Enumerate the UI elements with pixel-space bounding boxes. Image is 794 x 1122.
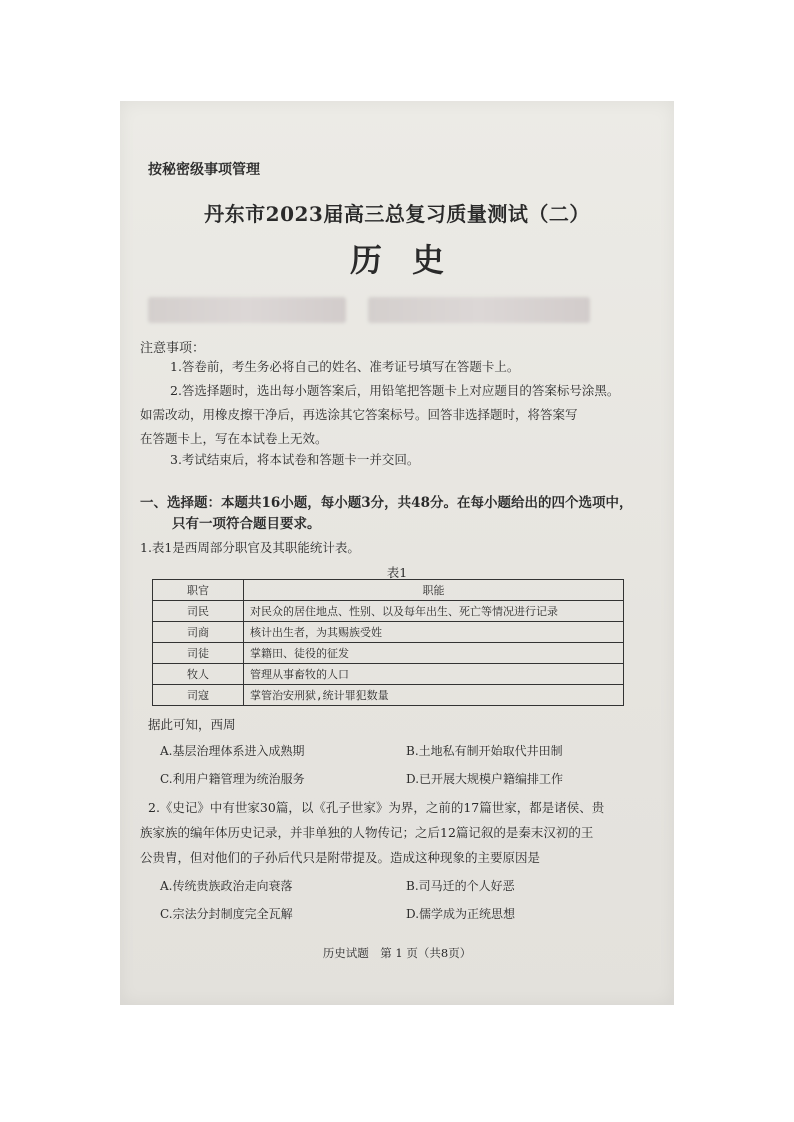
section-heading-line-2: 只有一项符合题目要求。 [172,516,321,532]
question-2-line-2: 族家族的编年体历史记录，并非单独的人物传记；之后12篇记叙的是秦末汉初的王 [140,825,594,840]
exam-title: 丹东市2023届高三总复习质量测试（二） [204,202,590,226]
question-1-intro: 1.表1是西周部分职官及其职能统计表。 [140,540,360,555]
notice-item-2-line-2: 如需改动，用橡皮擦干净后，再选涂其它答案标号。回答非选择题时，将答案写 [140,407,578,422]
table-row [153,643,624,664]
redacted-field-right [368,297,590,323]
question-1-option-c: C.利用户籍管理为统治服务 [160,772,305,786]
table-cell-function: 核计出生者，为其赐族受姓 [244,622,624,643]
question-2-option-a: A.传统贵族政治走向衰落 [160,879,293,893]
table-cell-function: 掌管治安刑狱,统计罪犯数量 [244,685,624,706]
section-heading-line-1: 一、选择题：本题共16小题，每小题3分，共48分。在每小题给出的四个选项中， [140,495,633,511]
question-2-line-1: 2.《史记》中有世家30篇，以《孔子世家》为界，之前的17篇世家，都是诸侯、贵 [148,800,605,815]
question-1-option-d: D.已开展大规模户籍编排工作 [406,772,564,786]
table-cell-function: 对民众的居住地点、性别、以及每年出生、死亡等情况进行记录 [244,601,624,622]
table-cell-office: 牧人 [153,664,244,685]
question-2-line-3: 公贵胄，但对他们的子孙后代只是附带提及。造成这种现象的主要原因是 [140,850,541,865]
table-cell-office: 司寇 [153,685,244,706]
notice-heading: 注意事项： [140,341,206,356]
table-row [153,685,624,706]
notice-item-2-line-1: 2.答选择题时，选出每小题答案后，用铅笔把答题卡上对应题目的答案标号涂黑。 [170,383,620,398]
table-header-cell: 职官 [153,580,244,601]
subject-title: 历史 [349,241,474,279]
table-cell-function: 掌籍田、徒役的征发 [244,643,624,664]
table-cell-office: 司徒 [153,643,244,664]
question-1-option-b: B.土地私有制开始取代井田制 [406,744,563,758]
notice-item-2-line-3: 在答题卡上，写在本试卷上无效。 [140,431,328,446]
secrecy-label: 按秘密级事项管理 [148,162,260,178]
table-row [153,664,624,685]
redacted-field-left [148,297,346,323]
table-caption: 表1 [386,565,408,580]
table-header-cell: 职能 [244,580,624,601]
table-header-row [153,580,624,601]
table-row [153,601,624,622]
table-row [153,622,624,643]
table-cell-office: 司民 [153,601,244,622]
question-1-option-a: A.基层治理体系进入成熟期 [160,744,305,758]
question-2-option-b: B.司马迁的个人好恶 [406,879,515,893]
table-cell-function: 管理从事畜牧的人口 [244,664,624,685]
page-footer: 历史试题 第 1 页（共8页） [322,946,472,960]
officials-table [152,579,624,706]
table-cell-office: 司商 [153,622,244,643]
question-2-option-d: D.儒学成为正统思想 [406,907,516,921]
question-2-option-c: C.宗法分封制度完全瓦解 [160,907,293,921]
notice-item-3: 3.考试结束后，将本试卷和答题卡一并交回。 [170,452,420,467]
notice-item-1: 1.答卷前，考生务必将自己的姓名、准考证号填写在答题卡上。 [170,359,520,374]
exam-paper [120,101,674,1005]
question-1-stem: 据此可知，西周 [148,717,236,732]
